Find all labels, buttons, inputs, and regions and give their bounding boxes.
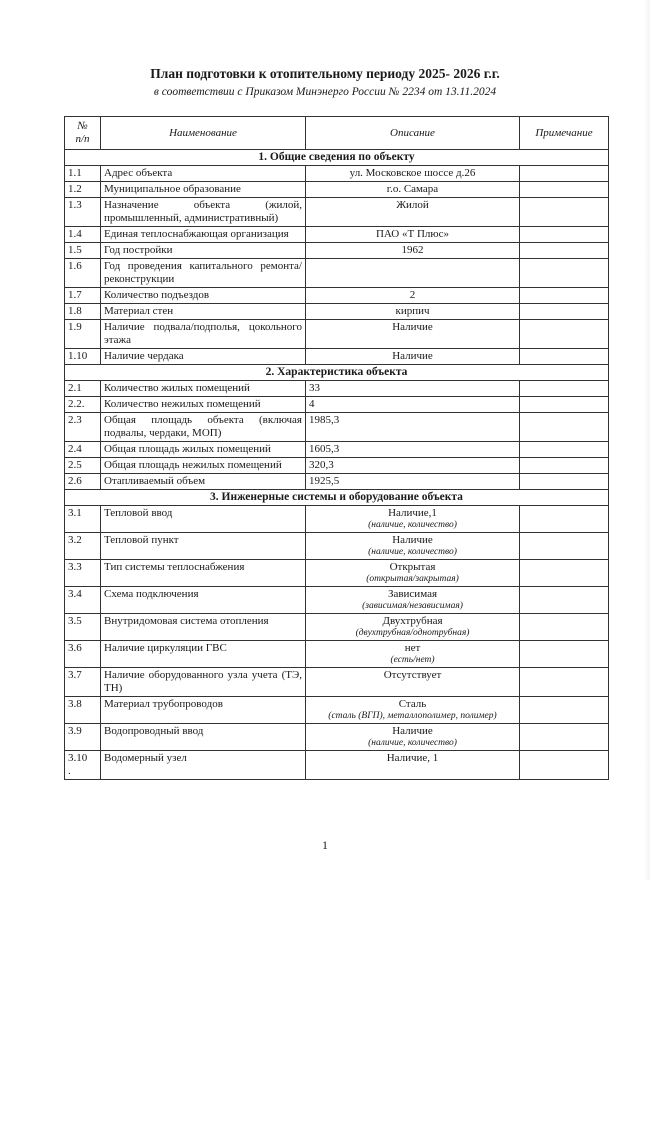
column-header-note: Примечание xyxy=(520,117,609,150)
table-row xyxy=(65,349,609,365)
row-value: кирпич xyxy=(395,305,430,317)
row-hint: (зависимая/независимая) xyxy=(362,601,463,611)
table-row xyxy=(65,442,609,458)
row-note xyxy=(520,724,609,751)
table-row xyxy=(65,668,609,697)
row-description xyxy=(306,320,520,349)
row-note xyxy=(520,259,609,288)
row-hint: (есть/нет) xyxy=(390,655,435,665)
scan-edge xyxy=(644,0,650,880)
row-note xyxy=(520,397,609,413)
row-note xyxy=(520,166,609,182)
row-name: Количество нежилых помещений xyxy=(101,397,306,413)
row-note xyxy=(520,560,609,587)
row-note xyxy=(520,227,609,243)
row-value: Наличие xyxy=(392,725,433,737)
row-hint: (наличие, количество) xyxy=(368,547,457,557)
row-name: Водомерный узел xyxy=(101,751,306,780)
row-note xyxy=(520,442,609,458)
row-number: 3.1 xyxy=(65,506,101,533)
row-value: 1925,5 xyxy=(309,475,340,487)
row-description xyxy=(306,614,520,641)
row-value: Наличие xyxy=(392,534,433,546)
row-description xyxy=(306,227,520,243)
row-name: Тепловой ввод xyxy=(101,506,306,533)
table-row xyxy=(65,182,609,198)
row-number: 1.9 xyxy=(65,320,101,349)
row-note xyxy=(520,304,609,320)
row-number: 2.6 xyxy=(65,474,101,490)
row-number: 3.2 xyxy=(65,533,101,560)
table-row xyxy=(65,506,609,533)
table-row xyxy=(65,198,609,227)
row-note xyxy=(520,182,609,198)
row-note xyxy=(520,474,609,490)
row-note xyxy=(520,198,609,227)
row-note xyxy=(520,381,609,397)
column-header-name: Наименование xyxy=(101,117,306,150)
column-header-desc: Описание xyxy=(306,117,520,150)
row-note xyxy=(520,506,609,533)
row-hint: (двухтрубная/однотрубная) xyxy=(355,628,470,638)
row-description xyxy=(306,288,520,304)
row-description xyxy=(306,442,520,458)
row-description xyxy=(306,166,520,182)
row-name: Материал трубопроводов xyxy=(101,697,306,724)
table-row xyxy=(65,381,609,397)
row-number: 3.4 xyxy=(65,587,101,614)
row-note xyxy=(520,413,609,442)
table-row xyxy=(65,259,609,288)
page-number: 1 xyxy=(322,838,328,852)
row-description xyxy=(306,349,520,365)
row-name: Схема подключения xyxy=(101,587,306,614)
row-number: 2.5 xyxy=(65,458,101,474)
table-row xyxy=(65,304,609,320)
row-description xyxy=(306,560,520,587)
row-value: Сталь xyxy=(398,698,427,710)
table-row xyxy=(65,724,609,751)
row-name: Год проведения капитального ремонта/реконструкции xyxy=(101,259,306,288)
row-number: 2.4 xyxy=(65,442,101,458)
row-number: 1.7 xyxy=(65,288,101,304)
row-note xyxy=(520,751,609,780)
row-hint: (наличие, количество) xyxy=(368,520,457,530)
row-name: Общая площадь объекта (включая подвалы, чердаки, МОП) xyxy=(101,413,306,442)
table-row xyxy=(65,587,609,614)
row-description xyxy=(306,381,520,397)
row-name: Назначение объекта (жилой, промышленный, административный) xyxy=(101,198,306,227)
row-name: Наличие циркуляции ГВС xyxy=(101,641,306,668)
row-value: нет xyxy=(404,642,421,654)
row-description xyxy=(306,182,520,198)
table-row xyxy=(65,474,609,490)
row-value: Наличие xyxy=(392,350,433,362)
row-value: Двухтрубная xyxy=(382,615,443,627)
row-description xyxy=(306,243,520,259)
table-row xyxy=(65,227,609,243)
table-row xyxy=(65,641,609,668)
row-note xyxy=(520,458,609,474)
row-hint: (сталь (ВГП), металлополимер, полимер) xyxy=(328,711,497,721)
row-number: 1.1 xyxy=(65,166,101,182)
table-row xyxy=(65,166,609,182)
row-note xyxy=(520,641,609,668)
row-number: 3.10 . xyxy=(65,751,101,780)
row-name: Муниципальное образование xyxy=(101,182,306,198)
row-number: 1.4 xyxy=(65,227,101,243)
row-name: Адрес объекта xyxy=(101,166,306,182)
row-name: Количество подъездов xyxy=(101,288,306,304)
row-value: Наличие,1 xyxy=(388,507,437,519)
row-value: 2 xyxy=(409,289,416,301)
row-value: 4 xyxy=(309,398,315,410)
row-note xyxy=(520,697,609,724)
table-row xyxy=(65,697,609,724)
row-description xyxy=(306,724,520,751)
row-value: ул. Московское шоссе д.26 xyxy=(349,167,476,179)
table-header-row xyxy=(65,117,609,150)
section-header-row xyxy=(65,490,609,506)
row-number: 1.10 xyxy=(65,349,101,365)
row-description xyxy=(306,413,520,442)
row-note xyxy=(520,320,609,349)
row-number: 1.5 xyxy=(65,243,101,259)
row-note xyxy=(520,243,609,259)
row-value: г.о. Самара xyxy=(386,183,439,195)
table-row xyxy=(65,458,609,474)
row-name: Общая площадь нежилых помещений xyxy=(101,458,306,474)
row-number: 1.6 xyxy=(65,259,101,288)
row-name: Количество жилых помещений xyxy=(101,381,306,397)
row-number: 3.5 xyxy=(65,614,101,641)
row-description xyxy=(306,397,520,413)
table-row xyxy=(65,397,609,413)
heating-plan-table xyxy=(64,116,609,780)
table-row xyxy=(65,288,609,304)
row-hint: (открытая/закрытая) xyxy=(366,574,459,584)
row-description xyxy=(306,751,520,780)
row-name: Тип системы теплоснабжения xyxy=(101,560,306,587)
table-row xyxy=(65,320,609,349)
table-row xyxy=(65,614,609,641)
table-row xyxy=(65,751,609,780)
row-value: Жилой xyxy=(396,199,429,211)
row-value: 1985,3 xyxy=(309,414,340,426)
table-row xyxy=(65,533,609,560)
document-subtitle: в соответствии с Приказом Минэнерго России № 2234 от 13.11.2024 xyxy=(153,86,497,98)
row-description xyxy=(306,458,520,474)
row-note xyxy=(520,668,609,697)
section-header-row xyxy=(65,365,609,381)
row-number: 2.3 xyxy=(65,413,101,442)
row-number: 3.3 xyxy=(65,560,101,587)
row-value: Наличие xyxy=(392,321,433,333)
row-name: Наличие оборудованного узла учета (ТЭ, ТН) xyxy=(101,668,306,697)
table-body xyxy=(65,150,609,780)
row-number: 1.8 xyxy=(65,304,101,320)
row-note xyxy=(520,614,609,641)
row-description xyxy=(306,641,520,668)
row-name: Наличие подвала/подполья, цокольного этажа xyxy=(101,320,306,349)
row-description xyxy=(306,533,520,560)
row-description xyxy=(306,304,520,320)
row-value: Открытая xyxy=(389,561,436,573)
table-row xyxy=(65,243,609,259)
row-number: 2.1 xyxy=(65,381,101,397)
row-name: Год постройки xyxy=(101,243,306,259)
section-title: 2. Характеристика объекта xyxy=(65,365,609,381)
row-description xyxy=(306,259,520,288)
row-value: 33 xyxy=(309,382,320,394)
row-description xyxy=(306,198,520,227)
row-hint: (наличие, количество) xyxy=(368,738,457,748)
row-note xyxy=(520,349,609,365)
row-number: 3.7 xyxy=(65,668,101,697)
row-name: Единая теплоснабжающая организация xyxy=(101,227,306,243)
row-note xyxy=(520,587,609,614)
row-value: ПАО «Т Плюс» xyxy=(375,228,450,240)
row-number: 3.9 xyxy=(65,724,101,751)
row-name: Материал стен xyxy=(101,304,306,320)
row-note xyxy=(520,288,609,304)
row-value: 1605,3 xyxy=(309,443,340,455)
column-header-num: № п/п xyxy=(65,117,101,150)
row-value: Отсутствует xyxy=(383,669,442,681)
row-number: 2.2. xyxy=(65,397,101,413)
row-value: 320,3 xyxy=(309,459,334,471)
row-name: Водопроводный ввод xyxy=(101,724,306,751)
row-number: 1.3 xyxy=(65,198,101,227)
row-name: Общая площадь жилых помещений xyxy=(101,442,306,458)
row-name: Тепловой пункт xyxy=(101,533,306,560)
row-note xyxy=(520,533,609,560)
row-value: Наличие, 1 xyxy=(386,752,439,764)
row-name: Внутридомовая система отопления xyxy=(101,614,306,641)
row-value: 1962 xyxy=(401,244,424,256)
row-number: 3.8 xyxy=(65,697,101,724)
section-title: 1. Общие сведения по объекту xyxy=(65,150,609,166)
section-title: 3. Инженерные системы и оборудование объекта xyxy=(65,490,609,506)
row-description xyxy=(306,697,520,724)
row-number: 3.6 xyxy=(65,641,101,668)
row-description xyxy=(306,668,520,697)
table-row xyxy=(65,413,609,442)
table-row xyxy=(65,560,609,587)
row-number: 1.2 xyxy=(65,182,101,198)
row-name: Наличие чердака xyxy=(101,349,306,365)
row-description xyxy=(306,474,520,490)
row-value: Зависимая xyxy=(387,588,438,600)
row-description xyxy=(306,587,520,614)
row-name: Отапливаемый объем xyxy=(101,474,306,490)
document-title: План подготовки к отопительному периоду 2025- 2026 г.г. xyxy=(150,66,500,81)
section-header-row xyxy=(65,150,609,166)
row-description xyxy=(306,506,520,533)
